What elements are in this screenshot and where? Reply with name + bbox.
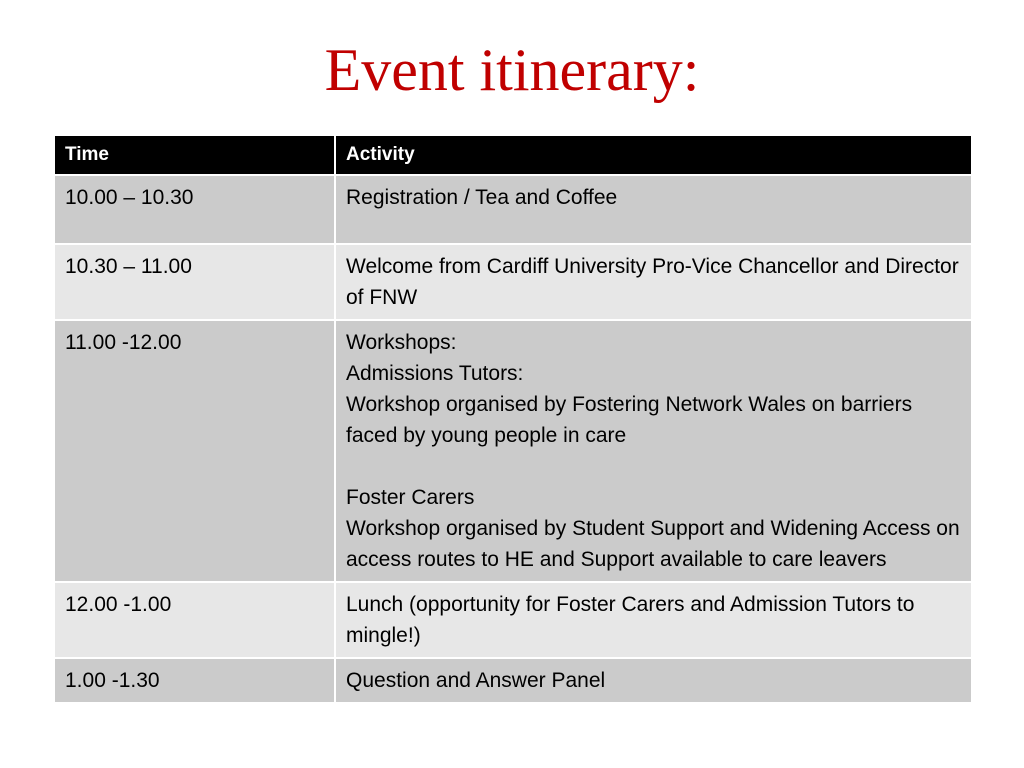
time-cell: 11.00 -12.00 [54,320,335,582]
activity-cell [335,658,972,703]
activity-cell [335,320,972,582]
activity-line: Workshop organised by Fostering Network Wales on barriers faced by young people in care [346,393,913,447]
time-column-header: Time [54,135,335,175]
itinerary-table [53,134,973,704]
table-row [54,244,972,320]
activity-line: Workshops: [346,331,457,354]
slide-title: Event itinerary: [324,37,700,103]
time-cell: 10.30 – 11.00 [54,244,335,320]
activity-line: Question and Answer Panel [346,669,606,692]
time-cell: 10.00 – 10.30 [54,175,335,244]
table-row [54,658,972,703]
activity-line: Workshop organised by Student Support and Widening Access on access routes to HE and Support available to care leavers [346,517,960,571]
activity-line: Welcome from Cardiff University Pro-Vice Chancellor and Director of FNW [346,255,959,309]
table-row [54,175,972,244]
activity-cell [335,175,972,244]
activity-column-header: Activity [335,135,972,175]
table-header-row [54,135,972,175]
time-cell: 12.00 -1.00 [54,582,335,658]
activity-line: Registration / Tea and Coffee [346,186,618,209]
activity-cell [335,582,972,658]
activity-line: Admissions Tutors: [346,362,524,385]
time-cell: 1.00 -1.30 [54,658,335,703]
table-row [54,582,972,658]
table-row [54,320,972,582]
activity-blank-line [346,451,961,482]
activity-line: Foster Carers [346,486,475,509]
activity-cell [335,244,972,320]
activity-line: Lunch (opportunity for Foster Carers and Admission Tutors to mingle!) [346,593,915,647]
